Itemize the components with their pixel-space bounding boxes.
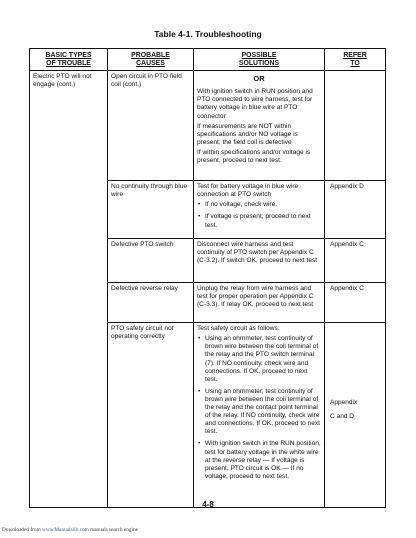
solution-para: If measurements are NOT within specifications and/or NO voltage is present, the field coil is defective (197, 122, 298, 146)
footer-link[interactable]: www.Manualslib.com (42, 527, 89, 533)
solution-cell (194, 181, 325, 239)
header-possible-solutions (194, 49, 325, 71)
refer-cell (325, 323, 386, 508)
header-row (30, 49, 386, 71)
trouble-cell: Electric PTO will not engage (cont.) (30, 71, 108, 508)
header-text: BASIC TYPES (45, 52, 92, 59)
header-basic-types (30, 49, 108, 71)
bullet-icon: • (198, 387, 201, 395)
solution-cell: Unplug the relay from wire harness and test for proper operation per Appendix C (C-3.3). If relay OK, proceed to next test (194, 283, 325, 323)
bullet-icon: • (198, 213, 201, 221)
refer-cell: Appendix C (325, 283, 386, 323)
footer-prefix: Downloaded from (2, 527, 41, 533)
refer-line: Appendix (330, 399, 358, 407)
refer-cell (325, 71, 386, 181)
bullet-item (197, 440, 321, 480)
refer-cell: Appendix D (325, 181, 386, 239)
solution-intro: Test safety circuit as follows: (197, 325, 280, 333)
bullet-text: If voltage is present, proceed to next test. (205, 213, 311, 229)
bullet-item (197, 201, 321, 209)
bullet-icon: • (198, 201, 201, 209)
header-refer-to (325, 49, 386, 71)
bullet-text: If no voltage, check wire. (205, 201, 278, 209)
refer-line: C and D (330, 413, 355, 421)
bullet-text: Using an ohmmeter, test continuity of brown wire between the coil terminal of the relay and the contact point terminal of the relay. If NO continuity, check wire and connections. If OK, proceed to next test. (205, 387, 321, 436)
troubleshooting-table (29, 48, 386, 508)
cause-cell: Open circuit in PTO field coil (cont.) (108, 71, 194, 181)
header-probable-causes (108, 49, 194, 71)
header-text: REFER (343, 52, 367, 59)
table-title: Table 4-1. Troubleshooting (154, 29, 262, 39)
header-text: CAUSES (136, 59, 165, 67)
bullet-item (197, 388, 321, 437)
solution-cell (194, 323, 325, 508)
cause-cell: No continuity through blue wire (108, 181, 194, 239)
bullet-item (197, 335, 321, 384)
header-text: PROBABLE (131, 52, 170, 59)
bullet-item (197, 213, 321, 229)
or-label: OR (253, 74, 265, 84)
solution-cell: Disconnect wire harness and test continuity of PTO switch per Appendix C (C-3.2). If switch OK, proceed to next test (194, 239, 325, 283)
refer-cell: Appendix C (325, 239, 386, 283)
cause-cell: PTO safety circuit not operating correctly (108, 323, 194, 508)
cause-cell: Defective PTO switch (108, 239, 194, 283)
footer (2, 527, 138, 533)
header-text: SOLUTIONS (238, 59, 280, 67)
cause-cell: Defective reverse relay (108, 283, 194, 323)
table-row (30, 71, 386, 181)
bullet-text: Using an ohmmeter, test continuity of brown wire between the coil terminal of the relay and the PTO switch terminal (7). If NO continuity, check wire and connections. If OK, proceed to next test. (205, 335, 319, 383)
header-text: OF TROUBLE (46, 59, 91, 67)
solution-para: With ignition switch in RUN position and PTO connected to wire harness, test for battery voltage in blue wire at PTO connector (197, 88, 313, 120)
bullet-icon: • (198, 335, 201, 343)
header-text: TO (350, 59, 360, 67)
solution-para: If within specifications and/or voltage is present, proceed to next test. (197, 148, 311, 165)
page-number: 4-8 (202, 500, 214, 509)
solution-cell (194, 71, 325, 181)
bullet-icon: • (198, 440, 201, 448)
bullet-text: With ignition switch in the RUN position, test for battery voltage in the white wire at the reverse relay — If voltage is present, PTO circuit is OK.— If no voltage, proceed to next test. (205, 440, 321, 480)
solution-intro: Test for battery voltage in blue wire connection at PTO switch (197, 183, 299, 199)
header-text: POSSIBLE (241, 52, 277, 59)
footer-suffix: manuals search engine (90, 527, 139, 533)
